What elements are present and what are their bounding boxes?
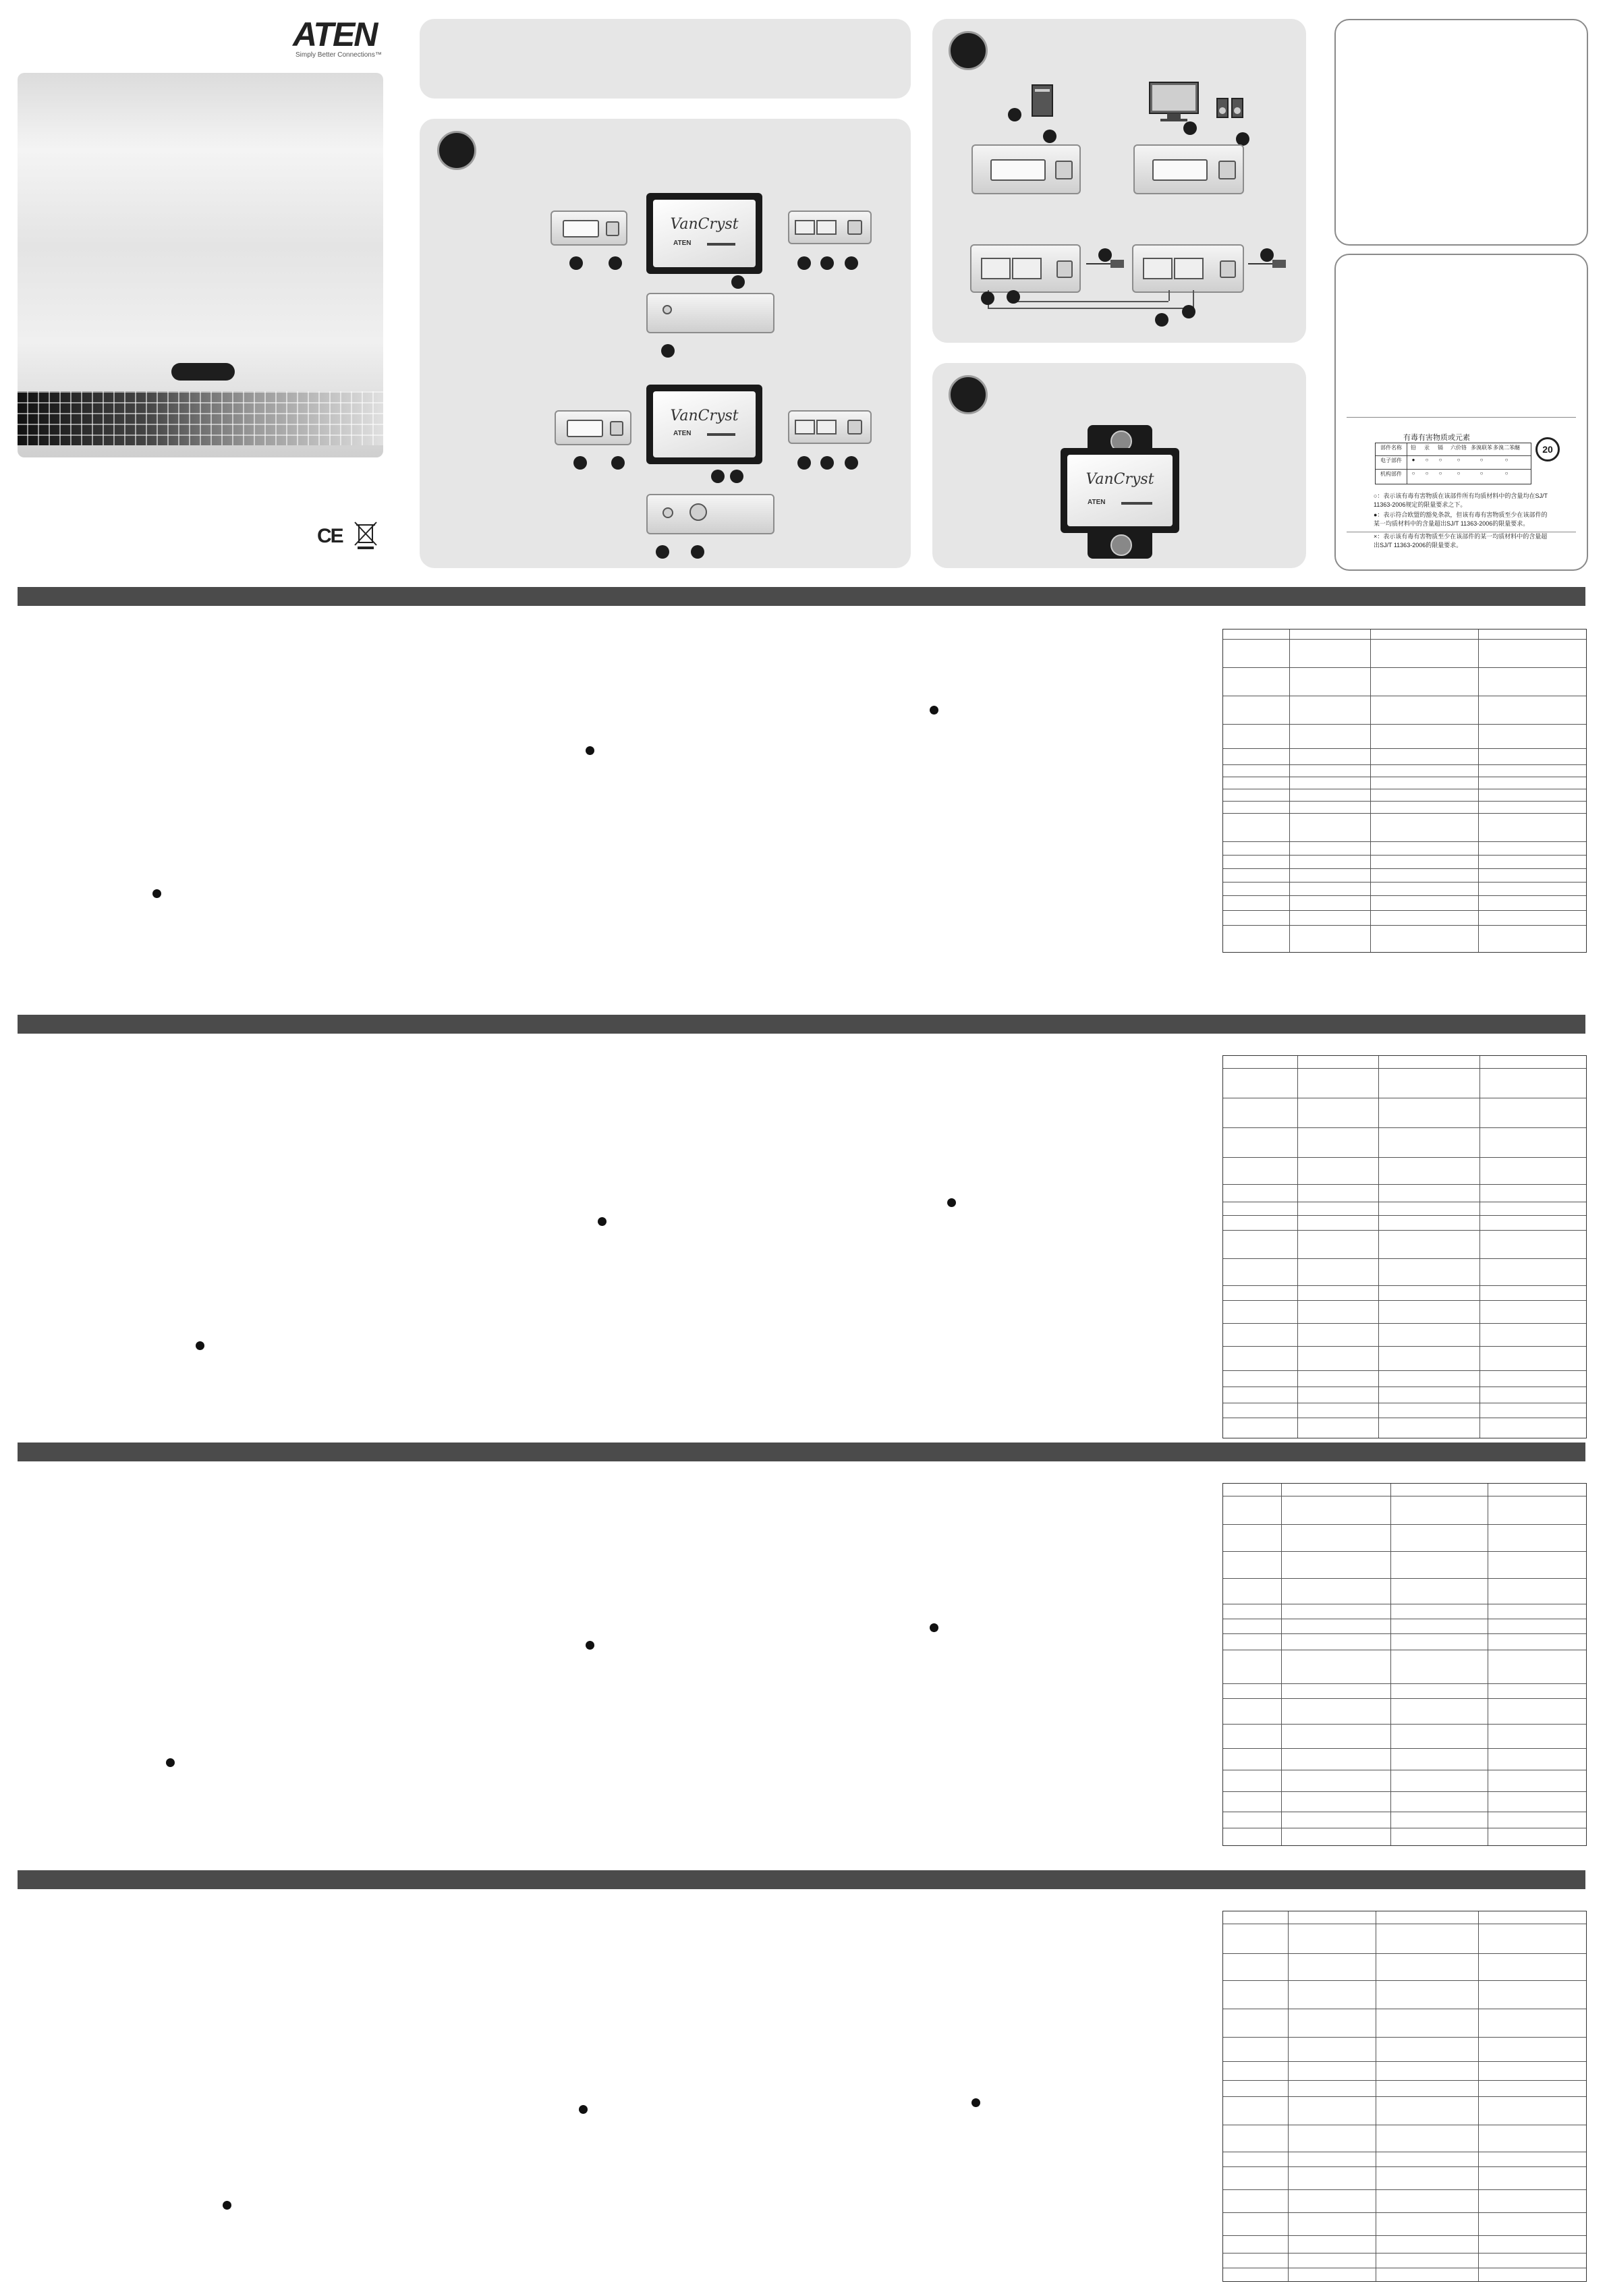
computer-icon xyxy=(1028,82,1056,120)
vancryst-logo: VanCryst xyxy=(670,408,739,424)
bullet-marker xyxy=(152,889,161,898)
callout-7 xyxy=(661,344,675,358)
intro-panel xyxy=(420,19,911,99)
led-icon xyxy=(662,507,673,518)
callout-pc-1 xyxy=(1008,108,1021,121)
aten-mini-label: ATEN xyxy=(673,430,692,437)
callout-5 xyxy=(820,256,834,270)
spec-table-2 xyxy=(1222,1055,1587,1438)
callout-15 xyxy=(656,545,669,559)
spec-table-1 xyxy=(1222,629,1587,953)
section-bar-3 xyxy=(18,1443,1585,1461)
callout-6 xyxy=(845,256,858,270)
power-jack-icon xyxy=(1056,260,1073,278)
logo-tagline: Simply Better Connections™ xyxy=(295,51,382,59)
rohs-row-mechanical: 机构部件 ○ ○ ○ ○ ○ ○ xyxy=(1380,470,1509,477)
aten-mini-label: ATEN xyxy=(673,240,692,247)
bullet-marker xyxy=(196,1341,204,1350)
vancryst-mounted-view xyxy=(1061,448,1179,533)
section-bar-2 xyxy=(18,1015,1585,1034)
rohs-panel xyxy=(1334,254,1588,571)
info-panel-top xyxy=(1334,19,1588,246)
bullet-marker xyxy=(586,1641,594,1650)
transmitter-rear-view xyxy=(788,211,872,244)
rj45-port-icon xyxy=(816,220,837,235)
spec-table-4 xyxy=(1222,1911,1587,2282)
section-bar-4 xyxy=(18,1870,1585,1889)
led-icon xyxy=(662,305,672,314)
aten-logo xyxy=(283,15,385,57)
rohs-title: 有毒有害物质或元素 xyxy=(1403,434,1470,442)
power-jack-icon xyxy=(610,421,623,436)
transmitter-side-view xyxy=(646,293,774,333)
step-b-marker xyxy=(949,31,988,70)
vancryst-unit-top-view xyxy=(646,193,762,274)
receiver-front-view xyxy=(555,410,631,445)
vancryst-logo: VanCryst xyxy=(1086,471,1154,488)
callout-net-1 xyxy=(1098,248,1112,262)
rj45-port-icon xyxy=(795,420,815,435)
callout-net-2 xyxy=(1260,248,1274,262)
callout-mon-1 xyxy=(1183,121,1197,135)
rohs-note-1: ○：表示该有毒有害物质在该部件所有均质材料中的含量均在SJ/T 11363-2006规定的限量要求之下。 xyxy=(1374,493,1548,508)
vancryst-receiver-top-view xyxy=(646,385,762,464)
rohs-note-2: ●：表示符合欧盟的豁免条款，但该有毒有害物质至少在该部件的某一均质材料中的含量超出SJ/T 11363-2006的限量要求。 xyxy=(1374,511,1548,527)
rj45-port-icon xyxy=(981,258,1011,279)
screw-icon xyxy=(1110,534,1132,556)
bullet-marker xyxy=(930,1623,938,1632)
callout-mon-2 xyxy=(1236,132,1249,146)
bullet-marker xyxy=(971,2098,980,2107)
callout-3 xyxy=(731,275,745,289)
bullet-marker xyxy=(586,746,594,755)
weee-bin-icon xyxy=(352,520,379,549)
installation-panel xyxy=(932,19,1306,343)
rohs-note-3: ×：表示该有毒有害物质至少在该部件的某一均质材料中的含量超出SJ/T 11363-2006的限量要求。 xyxy=(1374,533,1548,549)
section-bar-1 xyxy=(18,587,1585,606)
transmitter-front-view xyxy=(551,211,627,246)
dvi-port-icon xyxy=(567,420,603,437)
bullet-marker xyxy=(930,706,938,715)
callout-1 xyxy=(569,256,583,270)
rj45-port-icon xyxy=(1012,258,1042,279)
hardware-review-panel xyxy=(420,119,911,568)
power-jack-icon xyxy=(606,221,619,236)
cover-pill xyxy=(171,363,235,381)
callout-cat5-3 xyxy=(1155,313,1168,327)
ce-mark-icon: CE xyxy=(317,525,343,547)
rj45-port-icon xyxy=(795,220,815,235)
speaker-icon xyxy=(1214,94,1247,121)
rj45-port-icon xyxy=(816,420,837,435)
power-jack-icon xyxy=(1055,161,1073,179)
callout-2 xyxy=(609,256,622,270)
mounting-panel xyxy=(932,363,1306,568)
callout-10 xyxy=(711,470,725,483)
logo-wordmark: ATEN xyxy=(293,16,377,53)
callout-8 xyxy=(573,456,587,470)
callout-13 xyxy=(820,456,834,470)
vancryst-logo: VanCryst xyxy=(670,216,739,233)
receiver-rear-view xyxy=(788,410,872,444)
dvi-port-icon xyxy=(563,220,599,237)
cover-artwork xyxy=(18,73,383,457)
bullet-marker xyxy=(579,2105,588,2114)
callout-11 xyxy=(730,470,743,483)
callout-14 xyxy=(845,456,858,470)
bullet-marker xyxy=(598,1217,607,1226)
rohs-header-row: 部件名称 铅 汞 镉 六价铬 多溴联苯 多溴二苯醚 xyxy=(1380,445,1520,451)
callout-9 xyxy=(611,456,625,470)
aten-mini-label: ATEN xyxy=(1088,499,1106,506)
callout-12 xyxy=(797,456,811,470)
monitor-icon xyxy=(1147,80,1201,124)
callout-pc-2 xyxy=(1043,130,1056,143)
dvi-port-icon xyxy=(1152,159,1208,181)
power-jack-icon xyxy=(1218,161,1236,179)
step-a-marker xyxy=(437,131,476,170)
callout-cat5-1 xyxy=(981,291,994,305)
rohs-row-electronic: 电子部件 ● ○ ○ ○ ○ ○ xyxy=(1380,457,1509,464)
rohs-divider xyxy=(1347,417,1576,418)
callout-4 xyxy=(797,256,811,270)
rohs-table xyxy=(1375,443,1531,484)
power-jack-icon xyxy=(847,420,862,435)
rj45-port-icon xyxy=(1143,258,1173,279)
rohs-20-badge: 20 xyxy=(1535,437,1560,461)
bullet-marker xyxy=(947,1198,956,1207)
receiver-install-view xyxy=(1133,144,1244,194)
callout-cat5-2 xyxy=(1007,290,1020,304)
step-c-marker xyxy=(949,375,988,414)
rj45-port-icon xyxy=(1174,258,1204,279)
spec-table-3 xyxy=(1222,1483,1587,1846)
receiver-rj45-view xyxy=(1132,244,1244,293)
transmitter-rj45-view xyxy=(970,244,1081,293)
transmitter-install-view xyxy=(971,144,1081,194)
power-jack-icon xyxy=(1220,260,1236,278)
dial-icon xyxy=(689,503,707,521)
callout-16 xyxy=(691,545,704,559)
power-jack-icon xyxy=(847,220,862,235)
bullet-marker xyxy=(166,1758,175,1767)
dvi-port-icon xyxy=(990,159,1046,181)
cover-gradient-grid xyxy=(18,391,383,445)
callout-cat5-4 xyxy=(1182,305,1195,318)
bullet-marker xyxy=(223,2201,231,2210)
receiver-side-view xyxy=(646,494,774,534)
